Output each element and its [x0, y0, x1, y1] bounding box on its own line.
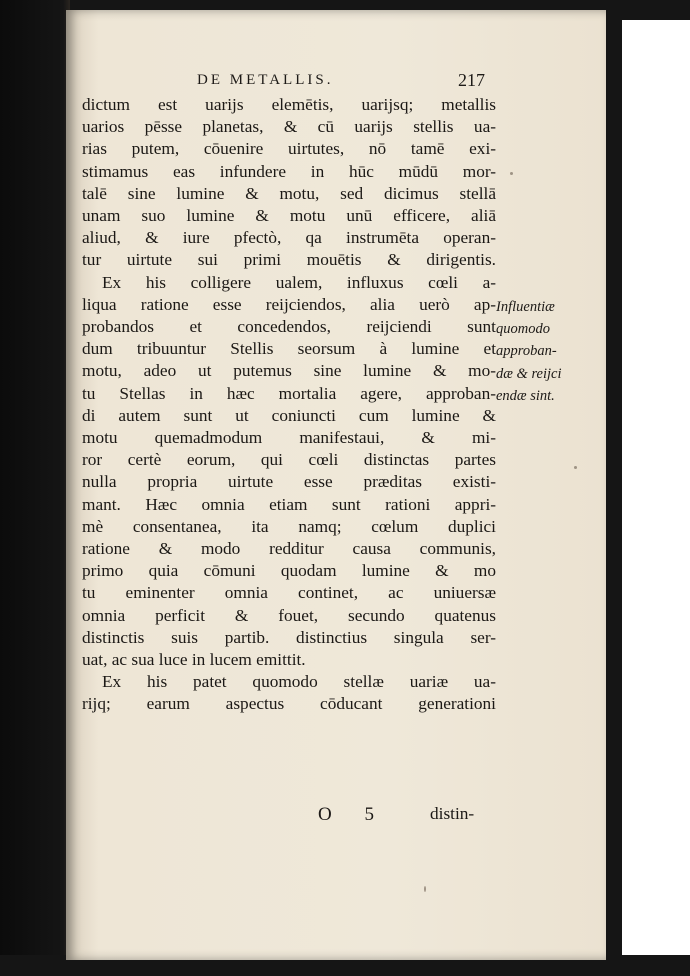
- text-line: Ex his patet quomodo stellæ uariæ ua-: [102, 672, 496, 692]
- text-line: omnia perficit & fouet, secundo quatenus: [82, 605, 496, 625]
- text-line: nulla propria uirtute esse præditas existi-: [82, 472, 496, 492]
- text-line: uarios pēsse planetas, & cū uarijs stellis ua-: [82, 117, 496, 137]
- text-line: talē sine lumine & motu, sed dicimus stellā: [82, 183, 496, 203]
- text-line: tu Stellas in hæc mortalia agere, approban-: [82, 383, 496, 403]
- scan-right-border: [604, 0, 622, 976]
- text-line: liqua ratione esse reijciendos, alia uerò ap-: [82, 294, 496, 314]
- text-line: di autem sunt ut coniuncti cum lumine &: [82, 405, 496, 425]
- scan-left-border: [0, 0, 70, 976]
- marginal-note-line: endæ sint.: [496, 387, 555, 404]
- text-line: probandos et concedendos, reijciendi sunt: [82, 317, 496, 337]
- body-text: [82, 94, 496, 716]
- text-line: rijq; earum aspectus cōducant generationi: [82, 694, 496, 714]
- text-line: tur uirtute sui primi mouētis & dirigentis.: [82, 250, 496, 270]
- paper-speck: [574, 466, 577, 469]
- text-line: mant. Hæc omnia etiam sunt rationi appri-: [82, 494, 496, 514]
- text-line: motu, adeo ut putemus sine lumine & mo-: [82, 361, 496, 381]
- text-line: ror certè eorum, qui cœli distinctas partes: [82, 450, 496, 470]
- text-line: primo quia cōmuni quodam lumine & mo: [82, 561, 496, 581]
- text-line: aliud, & iure pfectò, qa instrumēta operan-: [82, 228, 496, 248]
- marginal-note-line: Influentiæ: [496, 299, 555, 315]
- text-line: stimamus eas infundere in hūc mūdū mor-: [82, 161, 496, 181]
- marginal-note-line: dæ & reijci: [496, 365, 562, 382]
- text-line: Ex his colligere ualem, influxus cœli a-: [102, 272, 496, 292]
- text-line: rias putem, cōuenire uirtutes, nō tamē exi-: [82, 139, 496, 159]
- marginal-note-line: quomodo: [496, 321, 550, 338]
- text-line: dictum est uarijs elemētis, uarijsq; metallis: [82, 95, 496, 114]
- running-title: DE METALLIS.: [197, 72, 334, 88]
- signature-mark: O 5: [318, 804, 388, 825]
- page-number: 217: [458, 70, 485, 90]
- text-line: motu quemadmodum manifestaui, & mi-: [82, 428, 496, 448]
- text-line: ratione & modo redditur causa communis,: [82, 539, 496, 559]
- paper-speck: [424, 886, 426, 892]
- text-line: tu eminenter omnia continet, ac uniuersæ: [82, 583, 496, 603]
- marginal-note-line: approban-: [496, 343, 557, 360]
- text-line: mè consentanea, ita namq; cœlum duplici: [82, 516, 496, 536]
- marginal-note: [496, 296, 592, 407]
- text-line: dum tribuuntur Stellis seorsum à lumine et: [82, 339, 496, 359]
- text-line: uat, ac sua luce in lucem emittit.: [82, 650, 306, 670]
- text-line: unam suo lumine & motu unū efficere, aliā: [82, 206, 496, 226]
- paper-speck: [510, 172, 513, 175]
- text-line: distinctis suis partib. distinctius singula ser-: [82, 627, 496, 647]
- catchword: distin-: [430, 804, 475, 823]
